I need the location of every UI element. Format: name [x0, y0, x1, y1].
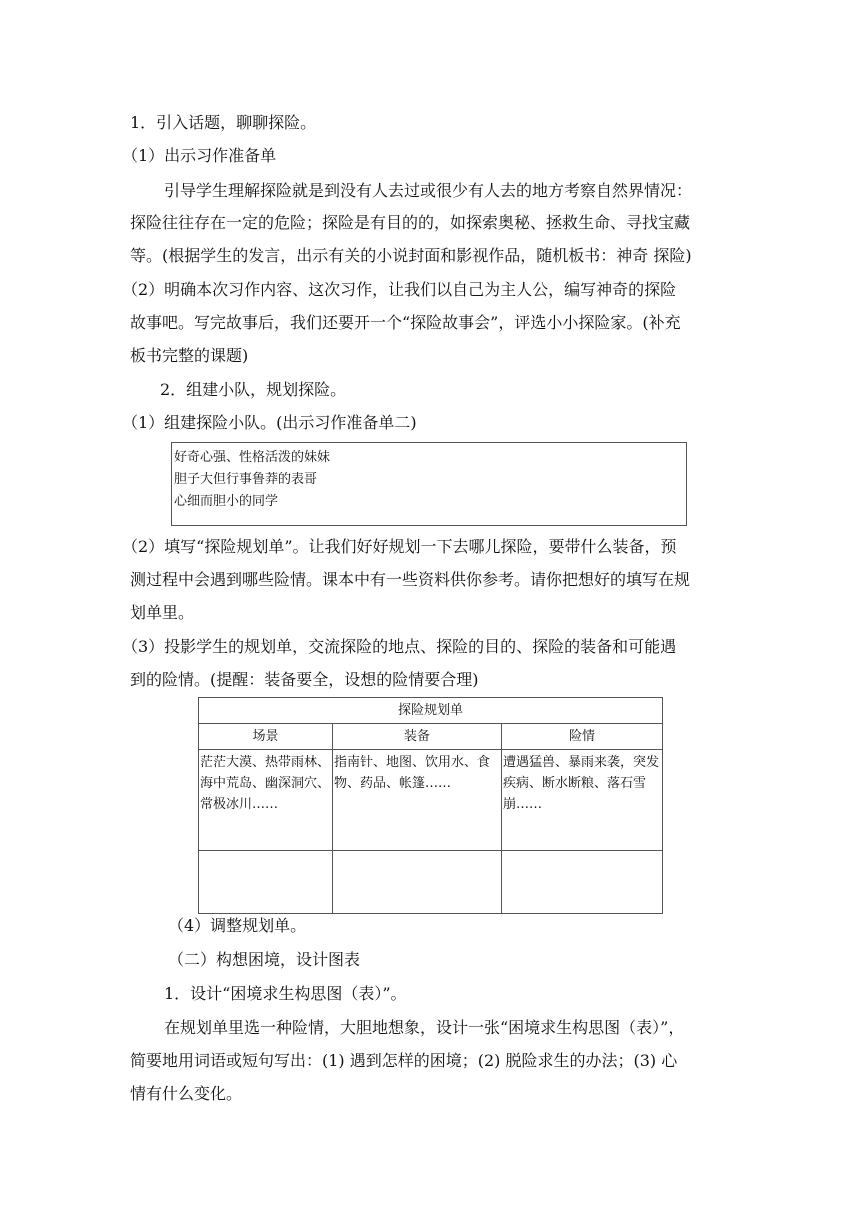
paragraph-line: 故事吧。写完故事后，我们还要开一个“探险故事会”，评选小小探险家。(补充	[130, 313, 681, 332]
paragraph-line: 到的险情。(提醒：装备要全，设想的险情要合理)	[130, 670, 479, 689]
plan-table-title: 探险规划单	[199, 698, 663, 724]
paragraph-line: 等。(根据学生的发言，出示有关的小说封面和影视作品，随机板书：神奇 探险)	[130, 246, 692, 265]
team-member: 心细而胆小的同学	[174, 494, 279, 509]
section-heading: （二）构想困境，设计图表	[168, 950, 361, 969]
empty-table-cell	[333, 851, 502, 914]
paragraph-line: （4）调整规划单。	[168, 916, 307, 935]
empty-table-cell	[199, 851, 333, 914]
paragraph-line: 探险往往存在一定的危险；探险是有目的的，如探索奥秘、拯救生命、寻找宝藏	[130, 213, 691, 232]
paragraph-line: 划单里。	[130, 603, 195, 622]
sub-heading: （1）组建探险小队。(出示习作准备单二)	[122, 413, 417, 432]
paragraph-line: 情有什么变化。	[130, 1084, 243, 1103]
table-cell: 茫茫大漠、热带雨林、海中荒岛、幽深洞穴、常极冰川……	[199, 750, 333, 851]
column-header: 装备	[333, 724, 502, 750]
paragraph-line: （3）投影学生的规划单，交流探险的地点、探险的目的、探险的装备和可能遇	[122, 637, 677, 656]
team-member: 好奇心强、性格活泼的妹妹	[174, 450, 331, 465]
paragraph-line: 引导学生理解探险就是到没有人去过或很少有人去的地方考察自然界情况：	[164, 181, 693, 200]
paragraph-line: 测过程中会遇到哪些险情。课本中有一些资料供你参考。请你把想好的填写在规	[130, 570, 691, 589]
column-header: 险情	[502, 724, 663, 750]
table-cell: 指南针、地图、饮用水、食物、药品、帐篷……	[333, 750, 502, 851]
paragraph-line: （2）填写“探险规划单”。让我们好好规划一下去哪儿探险，要带什么装备，预	[122, 537, 677, 556]
section-heading: 2．组建小队，规划探险。	[160, 380, 347, 399]
table-cell: 遭遇猛兽、暴雨来袭，突发疾病、断水断粮、落石雪崩……	[502, 750, 663, 851]
team-member-box	[171, 442, 687, 526]
empty-table-cell	[502, 851, 663, 914]
paragraph-line: 在规划单里选一种险情，大胆地想象，设计一张“困境求生构思图（表）”，	[164, 1018, 685, 1037]
paragraph-line: 板书完整的课题)	[130, 346, 249, 365]
team-member: 胆子大但行事鲁莽的表哥	[174, 472, 318, 487]
sub-heading: 1．设计“困境求生构思图（表）”。	[164, 984, 407, 1003]
paragraph-line: （2）明确本次习作内容、这次习作，让我们以自己为主人公，编写神奇的探险	[122, 280, 677, 299]
column-header: 场景	[199, 724, 333, 750]
section-heading: 1．引入话题，聊聊探险。	[130, 113, 317, 132]
plan-table	[198, 697, 663, 914]
paragraph-line: 简要地用词语或短句写出：(1) 遇到怎样的困境；(2) 脱险求生的办法；(3) 心	[130, 1051, 678, 1070]
sub-heading: （1）出示习作准备单	[122, 146, 277, 165]
